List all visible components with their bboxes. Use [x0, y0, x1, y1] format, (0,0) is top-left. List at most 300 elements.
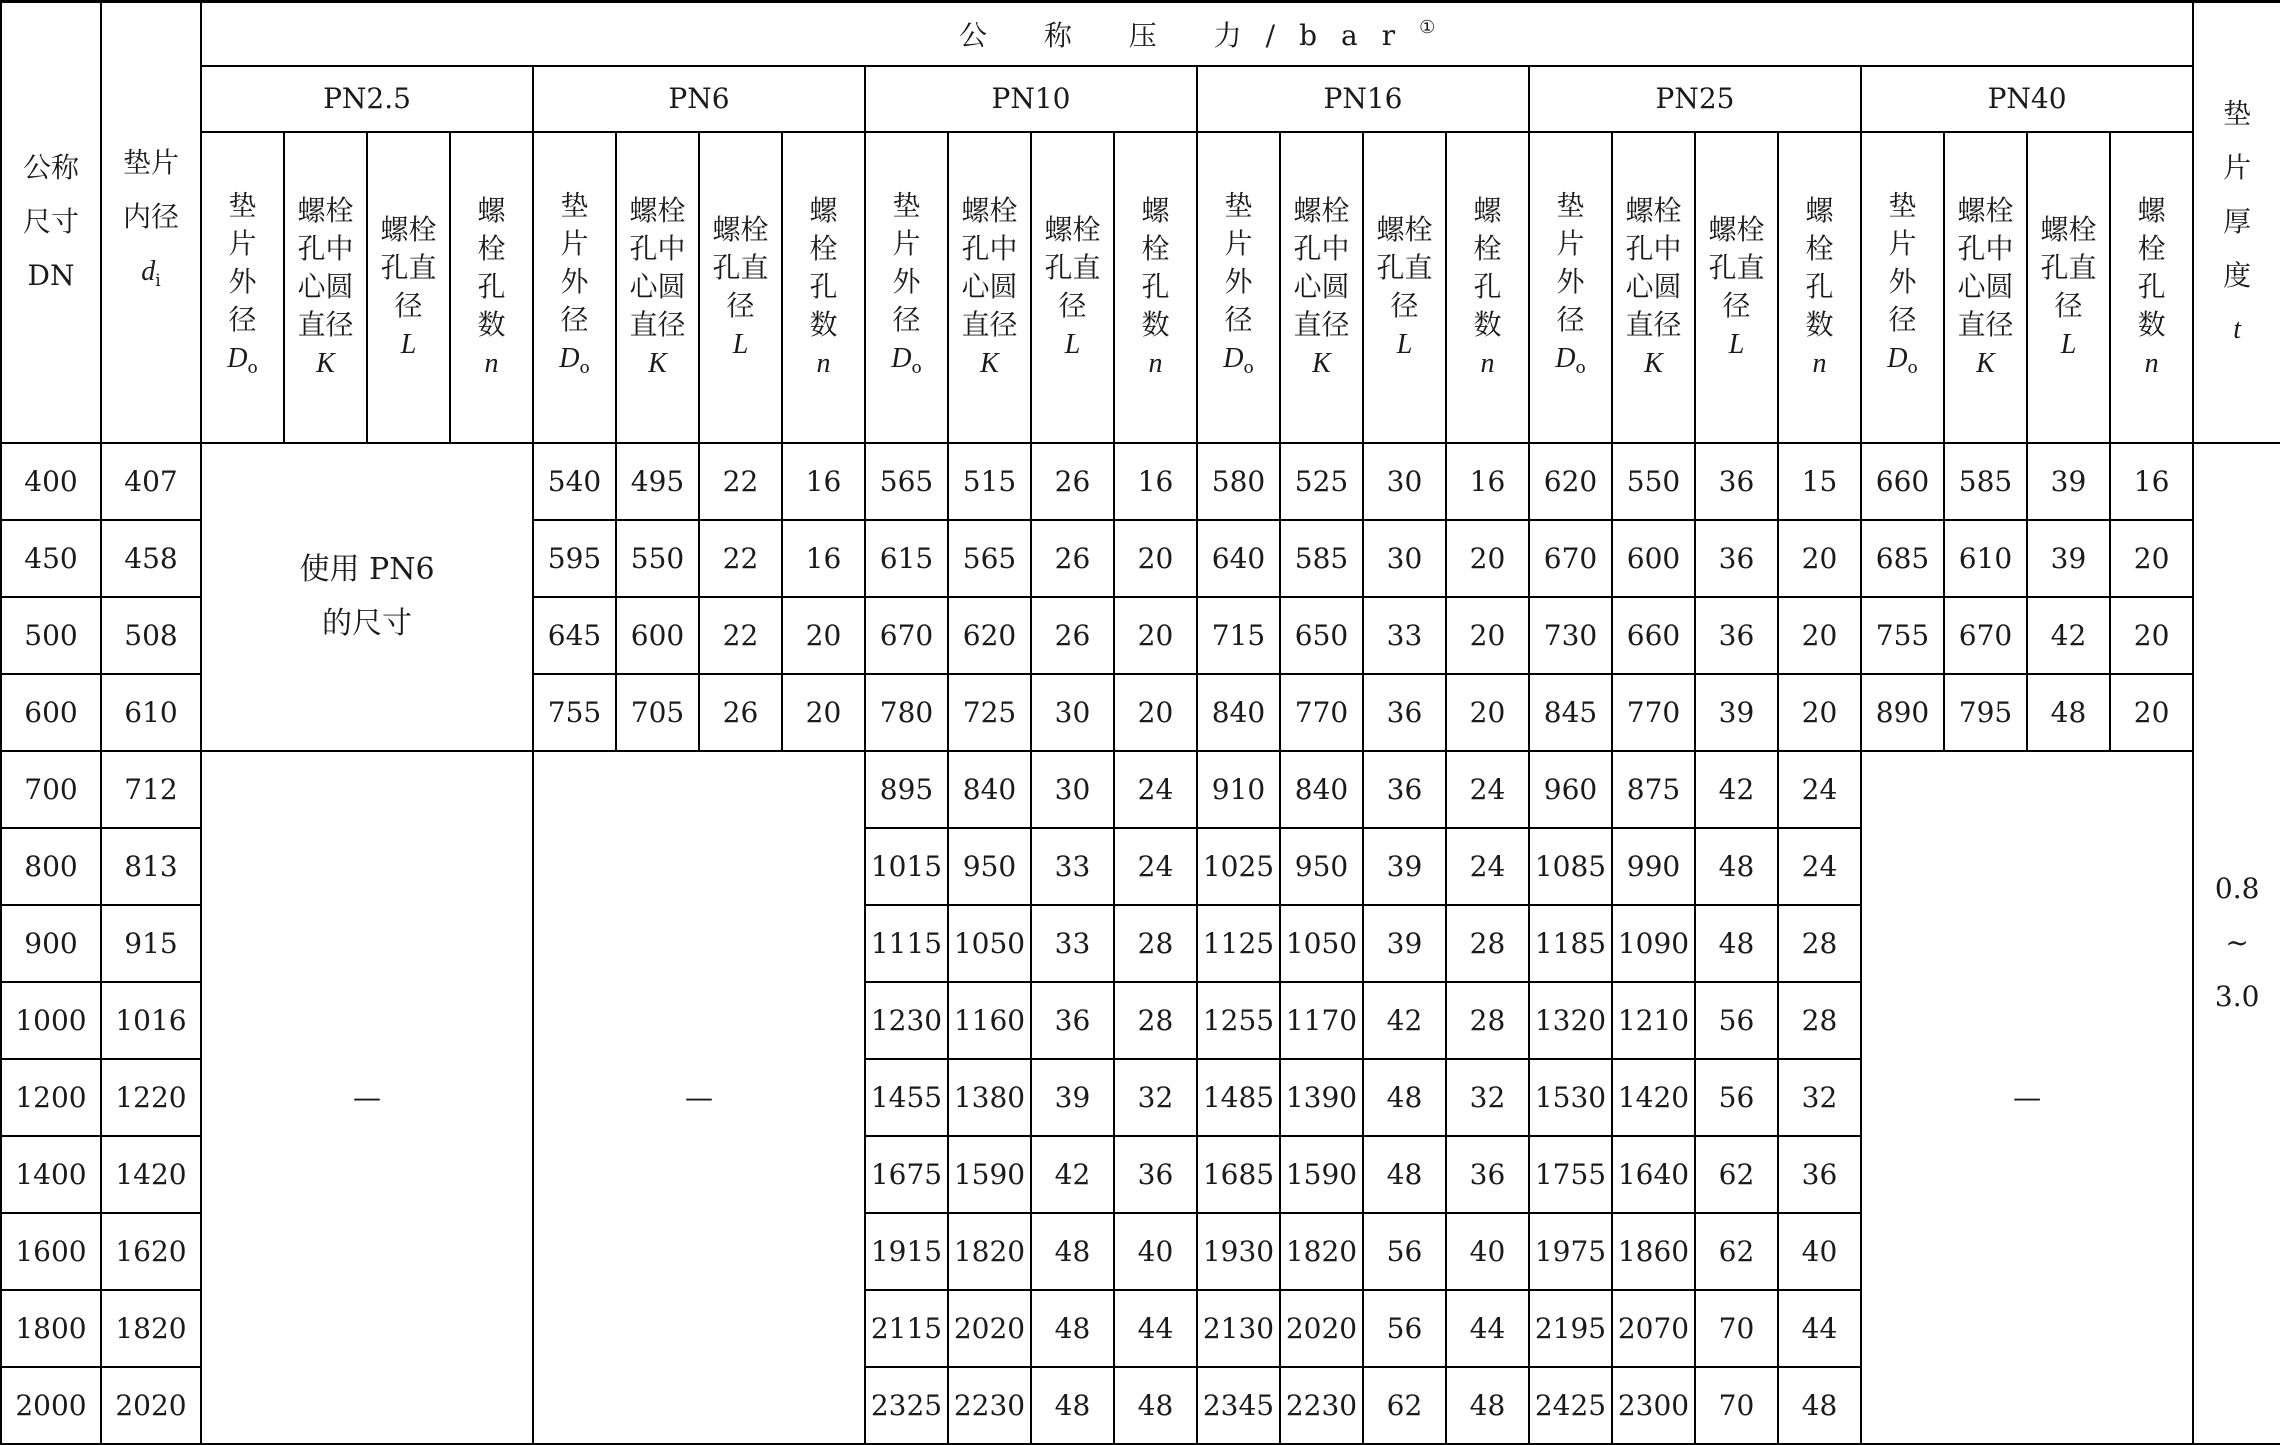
- cell-pn25: 1975: [1529, 1213, 1612, 1290]
- header-bolt-circle-text: 直径: [1625, 307, 1682, 341]
- header-bolt-circle-text: 直径: [629, 307, 686, 341]
- cell-pn25-use-pn6: [201, 443, 533, 751]
- cell-pn40: 755: [1861, 597, 1944, 674]
- cell-pn16: 28: [1446, 905, 1529, 982]
- cell-pn16: 36: [1363, 674, 1446, 751]
- header-outer-diameter-text: 径: [1556, 303, 1585, 336]
- cell-pn16: 2230: [1280, 1367, 1363, 1444]
- cell-pn40: 610: [1944, 520, 2027, 597]
- header-bolt-count-text: 栓: [1805, 231, 1834, 265]
- cell-dn: 450: [1, 520, 101, 597]
- cell-pn25: 1090: [1612, 905, 1695, 982]
- cell-pn10: 33: [1031, 828, 1114, 905]
- header-bolt-hole-diameter-symbol: L: [732, 328, 749, 360]
- cell-pn10: 670: [865, 597, 948, 674]
- header-outer-diameter: [201, 132, 284, 443]
- cell-pn25: 1185: [1529, 905, 1612, 982]
- cell-pn16: 36: [1363, 751, 1446, 828]
- header-bolt-circle-text: 孔中: [629, 231, 686, 265]
- cell-pn16: 42: [1363, 982, 1446, 1059]
- cell-pn25: 1320: [1529, 982, 1612, 1059]
- header-bolt-circle-text: 螺栓: [1625, 193, 1682, 227]
- pressure-class-label: PN40: [1987, 82, 2067, 115]
- cell-pn25: 36: [1778, 1136, 1861, 1213]
- cell-di: 1420: [101, 1136, 201, 1213]
- cell-pn16: 1685: [1197, 1136, 1280, 1213]
- header-class-5: [1861, 66, 2193, 132]
- cell-pn6-dash: —: [533, 751, 865, 1444]
- header-bolt-hole-diameter-text: 螺栓: [712, 212, 769, 246]
- cell-pn40: 20: [2110, 674, 2193, 751]
- cell-pn25: 1860: [1612, 1213, 1695, 1290]
- header-outer-diameter-symbol: D: [1223, 343, 1244, 374]
- header-outer-diameter-text: 径: [228, 303, 257, 336]
- header-bolt-count-text: 螺: [809, 193, 838, 227]
- gasket-id-subscript: i: [155, 271, 161, 292]
- header-outer-diameter-text: 垫: [228, 189, 257, 222]
- cell-pn16: 1390: [1280, 1059, 1363, 1136]
- nominal-size-line: 尺寸: [22, 205, 79, 239]
- header-bolt-hole-diameter: [1031, 132, 1114, 443]
- cell-pn16: 950: [1280, 828, 1363, 905]
- cell-pn25: 550: [1612, 443, 1695, 520]
- header-bolt-count-text: 孔: [2137, 269, 2166, 303]
- cell-pn10: 1050: [948, 905, 1031, 982]
- cell-pn10: 1160: [948, 982, 1031, 1059]
- header-bolt-hole-diameter-text: 螺栓: [1044, 212, 1101, 246]
- header-bolt-hole-diameter-text: 孔直: [2040, 250, 2097, 284]
- cell-pn10: 1455: [865, 1059, 948, 1136]
- cell-pn10: 32: [1114, 1059, 1197, 1136]
- header-bolt-circle-text: 螺栓: [1293, 193, 1350, 227]
- header-pressure-title: [201, 2, 2193, 66]
- cell-pn16: 36: [1446, 1136, 1529, 1213]
- cell-pn25: 15: [1778, 443, 1861, 520]
- cell-pn25: 48: [1695, 828, 1778, 905]
- cell-pn6: 22: [699, 443, 782, 520]
- pressure-footnote-mark: ①: [1419, 16, 1436, 38]
- cell-pn10: 1015: [865, 828, 948, 905]
- cell-pn16: 1170: [1280, 982, 1363, 1059]
- cell-pn25: 44: [1778, 1290, 1861, 1367]
- thickness-value-line: 0.8: [2214, 872, 2260, 906]
- cell-pn16: 840: [1197, 674, 1280, 751]
- cell-pn25: 875: [1612, 751, 1695, 828]
- cell-pn40: 16: [2110, 443, 2193, 520]
- cell-pn16: 48: [1363, 1059, 1446, 1136]
- cell-pn10: 48: [1031, 1367, 1114, 1444]
- header-bolt-circle: [948, 132, 1031, 443]
- header-bolt-count-text: 栓: [2137, 231, 2166, 265]
- cell-pn16: 840: [1280, 751, 1363, 828]
- header-outer-diameter-text: 片: [892, 227, 921, 260]
- header-bolt-count-text: 栓: [477, 231, 506, 265]
- header-bolt-count-text: 螺: [1805, 193, 1834, 227]
- cell-di: 407: [101, 443, 201, 520]
- cell-pn25: 39: [1695, 674, 1778, 751]
- cell-pn16: 640: [1197, 520, 1280, 597]
- cell-pn16: 30: [1363, 443, 1446, 520]
- cell-pn6: 495: [616, 443, 699, 520]
- cell-pn10: 48: [1031, 1290, 1114, 1367]
- header-bolt-hole-diameter-text: 孔直: [1044, 250, 1101, 284]
- table-header: [1, 2, 2280, 443]
- thickness-value-line: ~: [2225, 926, 2249, 960]
- header-bolt-circle-text: 孔中: [1957, 231, 2014, 265]
- header-bolt-count: [2110, 132, 2193, 443]
- cell-pn10: 44: [1114, 1290, 1197, 1367]
- cell-dn: 1600: [1, 1213, 101, 1290]
- thickness-char: 垫: [2223, 97, 2252, 131]
- header-bolt-circle-text: 直径: [1293, 307, 1350, 341]
- cell-pn10: 895: [865, 751, 948, 828]
- cell-pn25: 2070: [1612, 1290, 1695, 1367]
- cell-pn16: 56: [1363, 1290, 1446, 1367]
- cell-dn: 1000: [1, 982, 101, 1059]
- cell-di: 712: [101, 751, 201, 828]
- cell-pn25: 40: [1778, 1213, 1861, 1290]
- cell-dn: 700: [1, 751, 101, 828]
- header-bolt-count-text: 孔: [809, 269, 838, 303]
- cell-pn16: 44: [1446, 1290, 1529, 1367]
- table-row: [1, 751, 2280, 828]
- cell-pn16: 28: [1446, 982, 1529, 1059]
- header-bolt-circle-text: 心圆: [1625, 269, 1682, 303]
- cell-dn: 1400: [1, 1136, 101, 1213]
- cell-pn16: 1125: [1197, 905, 1280, 982]
- cell-pn16: 20: [1446, 674, 1529, 751]
- header-bolt-count-symbol: n: [2144, 347, 2159, 379]
- header-bolt-count-text: 孔: [1141, 269, 1170, 303]
- header-bolt-hole-diameter-text: 径: [394, 288, 423, 322]
- cell-pn16: 32: [1446, 1059, 1529, 1136]
- header-bolt-circle-text: 螺栓: [961, 193, 1018, 227]
- cell-pn10: 42: [1031, 1136, 1114, 1213]
- header-bolt-circle: [1944, 132, 2027, 443]
- cell-pn25: 36: [1695, 597, 1778, 674]
- cell-dn: 400: [1, 443, 101, 520]
- header-bolt-count-text: 数: [1805, 307, 1834, 341]
- cell-di: 915: [101, 905, 201, 982]
- cell-pn25: 70: [1695, 1367, 1778, 1444]
- cell-pn10: 28: [1114, 982, 1197, 1059]
- header-row-classes: [1, 66, 2280, 132]
- table-body: [1, 443, 2280, 1445]
- cell-pn25: 28: [1778, 982, 1861, 1059]
- header-bolt-count-symbol: n: [816, 347, 831, 379]
- header-bolt-hole-diameter-text: 孔直: [1708, 250, 1765, 284]
- cell-pn25: 2195: [1529, 1290, 1612, 1367]
- cell-pn10: 36: [1114, 1136, 1197, 1213]
- cell-pn10: 780: [865, 674, 948, 751]
- cell-pn16: 20: [1446, 520, 1529, 597]
- header-outer-diameter-text: 外: [1556, 265, 1585, 298]
- header-outer-diameter: [865, 132, 948, 443]
- cell-di: 508: [101, 597, 201, 674]
- header-bolt-count: [1446, 132, 1529, 443]
- header-bolt-hole-diameter-symbol: L: [1396, 328, 1413, 360]
- header-bolt-hole-diameter-symbol: L: [1064, 328, 1081, 360]
- header-bolt-count-text: 螺: [2137, 193, 2166, 227]
- header-bolt-count-text: 数: [1141, 307, 1170, 341]
- cell-pn16: 1930: [1197, 1213, 1280, 1290]
- cell-pn6: 550: [616, 520, 699, 597]
- header-bolt-count-text: 螺: [1473, 193, 1502, 227]
- cell-pn10: 2325: [865, 1367, 948, 1444]
- header-bolt-hole-diameter: [2027, 132, 2110, 443]
- header-bolt-count-symbol: n: [1812, 347, 1827, 379]
- header-outer-diameter-subscript: o: [1907, 358, 1918, 378]
- cell-pn40: 42: [2027, 597, 2110, 674]
- cell-pn40: 585: [1944, 443, 2027, 520]
- header-outer-diameter-text: 垫: [892, 189, 921, 222]
- header-class-3: [1197, 66, 1529, 132]
- cell-pn16: 33: [1363, 597, 1446, 674]
- merged-note-line: 的尺寸: [322, 605, 412, 641]
- header-bolt-hole-diameter-symbol: L: [1728, 328, 1745, 360]
- header-outer-diameter-text: 外: [892, 265, 921, 298]
- header-bolt-circle-text: 心圆: [1957, 269, 2014, 303]
- cell-pn10: 1820: [948, 1213, 1031, 1290]
- cell-pn16: 580: [1197, 443, 1280, 520]
- cell-pn10: 1115: [865, 905, 948, 982]
- cell-pn25: 1420: [1612, 1059, 1695, 1136]
- cell-pn25: 42: [1695, 751, 1778, 828]
- cell-pn25: 56: [1695, 1059, 1778, 1136]
- cell-pn40: 670: [1944, 597, 2027, 674]
- cell-pn10: 26: [1031, 597, 1114, 674]
- cell-pn25: 1640: [1612, 1136, 1695, 1213]
- cell-pn25: 660: [1612, 597, 1695, 674]
- cell-pn25: 36: [1695, 443, 1778, 520]
- header-bolt-count-text: 孔: [477, 269, 506, 303]
- cell-pn10: 2115: [865, 1290, 948, 1367]
- header-bolt-count-text: 螺: [477, 193, 506, 227]
- cell-pn10: 39: [1031, 1059, 1114, 1136]
- cell-pn6: 600: [616, 597, 699, 674]
- header-bolt-circle-symbol: K: [316, 347, 335, 379]
- gasket-id-symbol: d: [141, 256, 156, 288]
- cell-pn16: 48: [1363, 1136, 1446, 1213]
- nominal-size-line: 公称: [22, 151, 79, 185]
- header-bolt-count-text: 螺: [1141, 193, 1170, 227]
- cell-pn25: 845: [1529, 674, 1612, 751]
- cell-thickness: [2193, 443, 2280, 1445]
- header-bolt-circle-text: 孔中: [1293, 231, 1350, 265]
- cell-pn16: 770: [1280, 674, 1363, 751]
- cell-di: 1820: [101, 1290, 201, 1367]
- cell-pn16: 1255: [1197, 982, 1280, 1059]
- cell-pn16: 525: [1280, 443, 1363, 520]
- header-outer-diameter-symbol: D: [1555, 343, 1576, 374]
- cell-pn10: 1675: [865, 1136, 948, 1213]
- header-outer-diameter-text: 外: [228, 265, 257, 298]
- cell-pn25: 620: [1529, 443, 1612, 520]
- cell-pn40: 660: [1861, 443, 1944, 520]
- cell-pn16: 24: [1446, 751, 1529, 828]
- table-row: [1, 443, 2280, 520]
- header-class-4: [1529, 66, 1861, 132]
- header-bolt-count-text: 数: [809, 307, 838, 341]
- cell-pn10: 24: [1114, 751, 1197, 828]
- header-outer-diameter: [1529, 132, 1612, 443]
- header-class-1: [533, 66, 865, 132]
- header-row-subcolumns: [1, 132, 2280, 443]
- header-gasket-inner-diameter: [101, 2, 201, 443]
- cell-pn25: 56: [1695, 982, 1778, 1059]
- header-bolt-circle: [1612, 132, 1695, 443]
- header-bolt-hole-diameter: [367, 132, 450, 443]
- cell-di: 1620: [101, 1213, 201, 1290]
- cell-pn10: 515: [948, 443, 1031, 520]
- header-outer-diameter-text: 垫: [560, 189, 589, 222]
- header-bolt-hole-diameter-text: 孔直: [712, 250, 769, 284]
- header-bolt-count-text: 数: [1473, 307, 1502, 341]
- cell-pn25: 1085: [1529, 828, 1612, 905]
- cell-pn40: 48: [2027, 674, 2110, 751]
- header-bolt-count-text: 栓: [1473, 231, 1502, 265]
- cell-pn16: 16: [1446, 443, 1529, 520]
- cell-pn10: 1915: [865, 1213, 948, 1290]
- cell-pn40-dash: —: [1861, 751, 2193, 1444]
- header-bolt-hole-diameter-text: 螺栓: [1708, 212, 1765, 246]
- cell-pn10: 565: [948, 520, 1031, 597]
- header-bolt-hole-diameter: [1695, 132, 1778, 443]
- pressure-class-label: PN10: [991, 82, 1071, 115]
- header-bolt-hole-diameter-text: 孔直: [1376, 250, 1433, 284]
- thickness-char: 度: [2223, 259, 2252, 293]
- header-outer-diameter-text: 外: [1224, 265, 1253, 298]
- cell-pn40: 890: [1861, 674, 1944, 751]
- header-outer-diameter-symbol: D: [227, 343, 248, 374]
- cell-pn25: 20: [1778, 597, 1861, 674]
- cell-pn6: 705: [616, 674, 699, 751]
- header-bolt-count: [450, 132, 533, 443]
- nominal-size-line: DN: [27, 259, 75, 293]
- cell-pn10: 16: [1114, 443, 1197, 520]
- header-bolt-circle-text: 螺栓: [1957, 193, 2014, 227]
- header-bolt-circle-symbol: K: [1312, 347, 1331, 379]
- cell-di: 458: [101, 520, 201, 597]
- header-bolt-hole-diameter-text: 径: [726, 288, 755, 322]
- cell-pn25: 24: [1778, 751, 1861, 828]
- header-class-2: [865, 66, 1197, 132]
- cell-pn6: 20: [782, 674, 865, 751]
- cell-pn16: 40: [1446, 1213, 1529, 1290]
- cell-pn6: 595: [533, 520, 616, 597]
- header-bolt-count-text: 孔: [1805, 269, 1834, 303]
- cell-pn6: 22: [699, 520, 782, 597]
- header-outer-diameter-text: 径: [1888, 303, 1917, 336]
- cell-pn10: 20: [1114, 597, 1197, 674]
- cell-pn10: 40: [1114, 1213, 1197, 1290]
- cell-pn6: 26: [699, 674, 782, 751]
- cell-pn10: 2020: [948, 1290, 1031, 1367]
- cell-pn10: 28: [1114, 905, 1197, 982]
- header-outer-diameter-subscript: o: [579, 358, 590, 378]
- merged-note-line: 使用 PN6: [299, 551, 435, 587]
- cell-pn25: 670: [1529, 520, 1612, 597]
- header-outer-diameter: [533, 132, 616, 443]
- cell-di: 1220: [101, 1059, 201, 1136]
- cell-pn10: 48: [1031, 1213, 1114, 1290]
- header-outer-diameter-symbol: D: [891, 343, 912, 374]
- header-outer-diameter-subscript: o: [247, 358, 258, 378]
- cell-pn16: 62: [1363, 1367, 1446, 1444]
- cell-pn25: 48: [1695, 905, 1778, 982]
- cell-pn25: 1210: [1612, 982, 1695, 1059]
- thickness-symbol: t: [2233, 314, 2242, 346]
- cell-pn25: 730: [1529, 597, 1612, 674]
- cell-pn25: 36: [1695, 520, 1778, 597]
- header-bolt-circle-symbol: K: [1644, 347, 1663, 379]
- cell-di: 2020: [101, 1367, 201, 1444]
- cell-pn25: 2300: [1612, 1367, 1695, 1444]
- header-class-0: [201, 66, 533, 132]
- cell-pn40: 39: [2027, 520, 2110, 597]
- header-bolt-hole-diameter-text: 螺栓: [2040, 212, 2097, 246]
- cell-pn25: 62: [1695, 1136, 1778, 1213]
- cell-pn25: 20: [1778, 674, 1861, 751]
- cell-dn: 900: [1, 905, 101, 982]
- cell-pn16: 48: [1446, 1367, 1529, 1444]
- cell-pn2-5-dash: —: [201, 751, 533, 1444]
- cell-pn16: 650: [1280, 597, 1363, 674]
- header-outer-diameter-text: 垫: [1888, 189, 1917, 222]
- cell-dn: 1200: [1, 1059, 101, 1136]
- header-bolt-hole-diameter-symbol: L: [2060, 328, 2077, 360]
- header-bolt-hole-diameter-symbol: L: [400, 328, 417, 360]
- header-outer-diameter-text: 垫: [1556, 189, 1585, 222]
- header-nominal-size: [1, 2, 101, 443]
- header-outer-diameter-subscript: o: [1575, 358, 1586, 378]
- header-bolt-circle-text: 螺栓: [629, 193, 686, 227]
- header-bolt-count-symbol: n: [1480, 347, 1495, 379]
- header-bolt-count: [1114, 132, 1197, 443]
- cell-pn25: 32: [1778, 1059, 1861, 1136]
- cell-dn: 600: [1, 674, 101, 751]
- header-bolt-hole-diameter-text: 径: [1722, 288, 1751, 322]
- header-outer-diameter-text: 外: [560, 265, 589, 298]
- cell-dn: 1800: [1, 1290, 101, 1367]
- cell-dn: 500: [1, 597, 101, 674]
- cell-pn16: 2130: [1197, 1290, 1280, 1367]
- header-outer-diameter: [1861, 132, 1944, 443]
- header-bolt-count-text: 数: [477, 307, 506, 341]
- gasket-id-line: 内径: [122, 200, 179, 234]
- cell-pn40: 795: [1944, 674, 2027, 751]
- header-bolt-count: [1778, 132, 1861, 443]
- cell-pn16: 2345: [1197, 1367, 1280, 1444]
- cell-pn10: 20: [1114, 674, 1197, 751]
- header-bolt-hole-diameter-text: 径: [1390, 288, 1419, 322]
- header-outer-diameter-symbol: D: [559, 343, 580, 374]
- header-bolt-circle-symbol: K: [1976, 347, 1995, 379]
- cell-pn25: 600: [1612, 520, 1695, 597]
- cell-pn16: 39: [1363, 828, 1446, 905]
- cell-pn6: 755: [533, 674, 616, 751]
- header-outer-diameter-text: 垫: [1224, 189, 1253, 222]
- header-bolt-circle-symbol: K: [648, 347, 667, 379]
- cell-pn25: 770: [1612, 674, 1695, 751]
- header-outer-diameter-text: 径: [892, 303, 921, 336]
- header-bolt-circle-text: 螺栓: [297, 193, 354, 227]
- header-bolt-circle: [616, 132, 699, 443]
- header-bolt-circle-text: 心圆: [961, 269, 1018, 303]
- cell-pn25: 1755: [1529, 1136, 1612, 1213]
- cell-pn16: 24: [1446, 828, 1529, 905]
- header-bolt-count-text: 栓: [809, 231, 838, 265]
